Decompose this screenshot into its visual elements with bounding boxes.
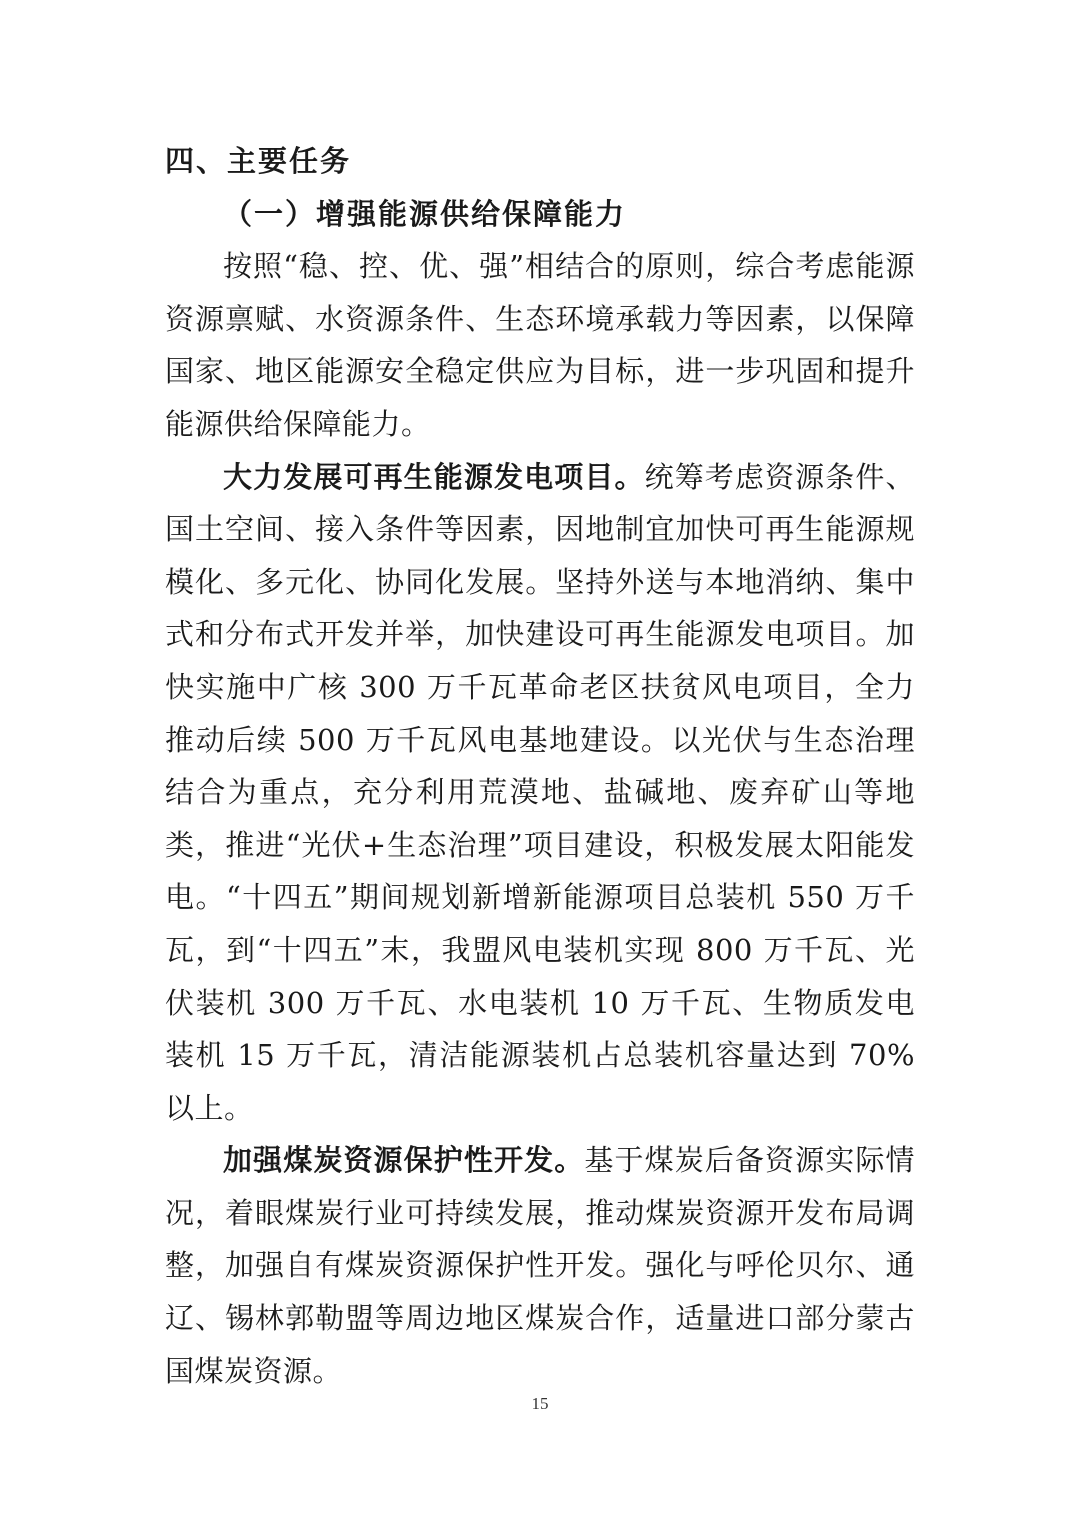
- paragraph-coal-resources: [165, 1134, 915, 1397]
- paragraph-lead: 大力发展可再生能源发电项目。: [223, 459, 645, 494]
- paragraph-lead: 加强煤炭资源保护性开发。: [223, 1143, 585, 1178]
- paragraph-text: 基于煤炭后备资源实际情况，着眼煤炭行业可持续发展，推动煤炭资源开发布局调整，加强自有煤炭资源保护性开发。强化与呼伦贝尔、通辽、锡林郭勒盟等周边地区煤炭合作，适量进口部分蒙古国煤炭资源。: [165, 1143, 915, 1388]
- document-body: [165, 135, 915, 1397]
- section-heading: 四、主要任务: [165, 144, 352, 178]
- paragraph-text: 按照“稳、控、优、强”相结合的原则，综合考虑能源资源禀赋、水资源条件、生态环境承载力等因素，以保障国家、地区能源安全稳定供应为目标，进一步巩固和提升能源供给保障能力。: [165, 249, 915, 441]
- paragraph-text: 统筹考虑资源条件、国土空间、接入条件等因素，因地制宜加快可再生能源规模化、多元化、协同化发展。坚持外送与本地消纳、集中式和分布式开发并举，加快建设可再生能源发电项目。加快实施中广核 300 万千瓦革命老区扶贫风电项目，全力推动后续 500 万千瓦风电基地建设。以光伏与生态治理结合为重点，充分利用荒漠地、盐碱地、废弃矿山等地类，推进“光伏+生态治理”项目建设，积极发展太阳能发电。“十四五”期间规划新增新能源项目总装机 550 万千瓦，到“十四五”末，我盟风电装机实现 800 万千瓦、光伏装机 300 万千瓦、水电装机 10 万千瓦、生物质发电装机 15 万千瓦，清洁能源装机占总装机容量达到 70%以上。: [165, 459, 915, 1125]
- page-number: 15: [531, 1394, 549, 1413]
- sub-heading: （一）增强能源供给保障能力: [223, 196, 627, 231]
- paragraph-energy-principles: [165, 240, 915, 450]
- paragraph-renewable-energy: [165, 451, 915, 1135]
